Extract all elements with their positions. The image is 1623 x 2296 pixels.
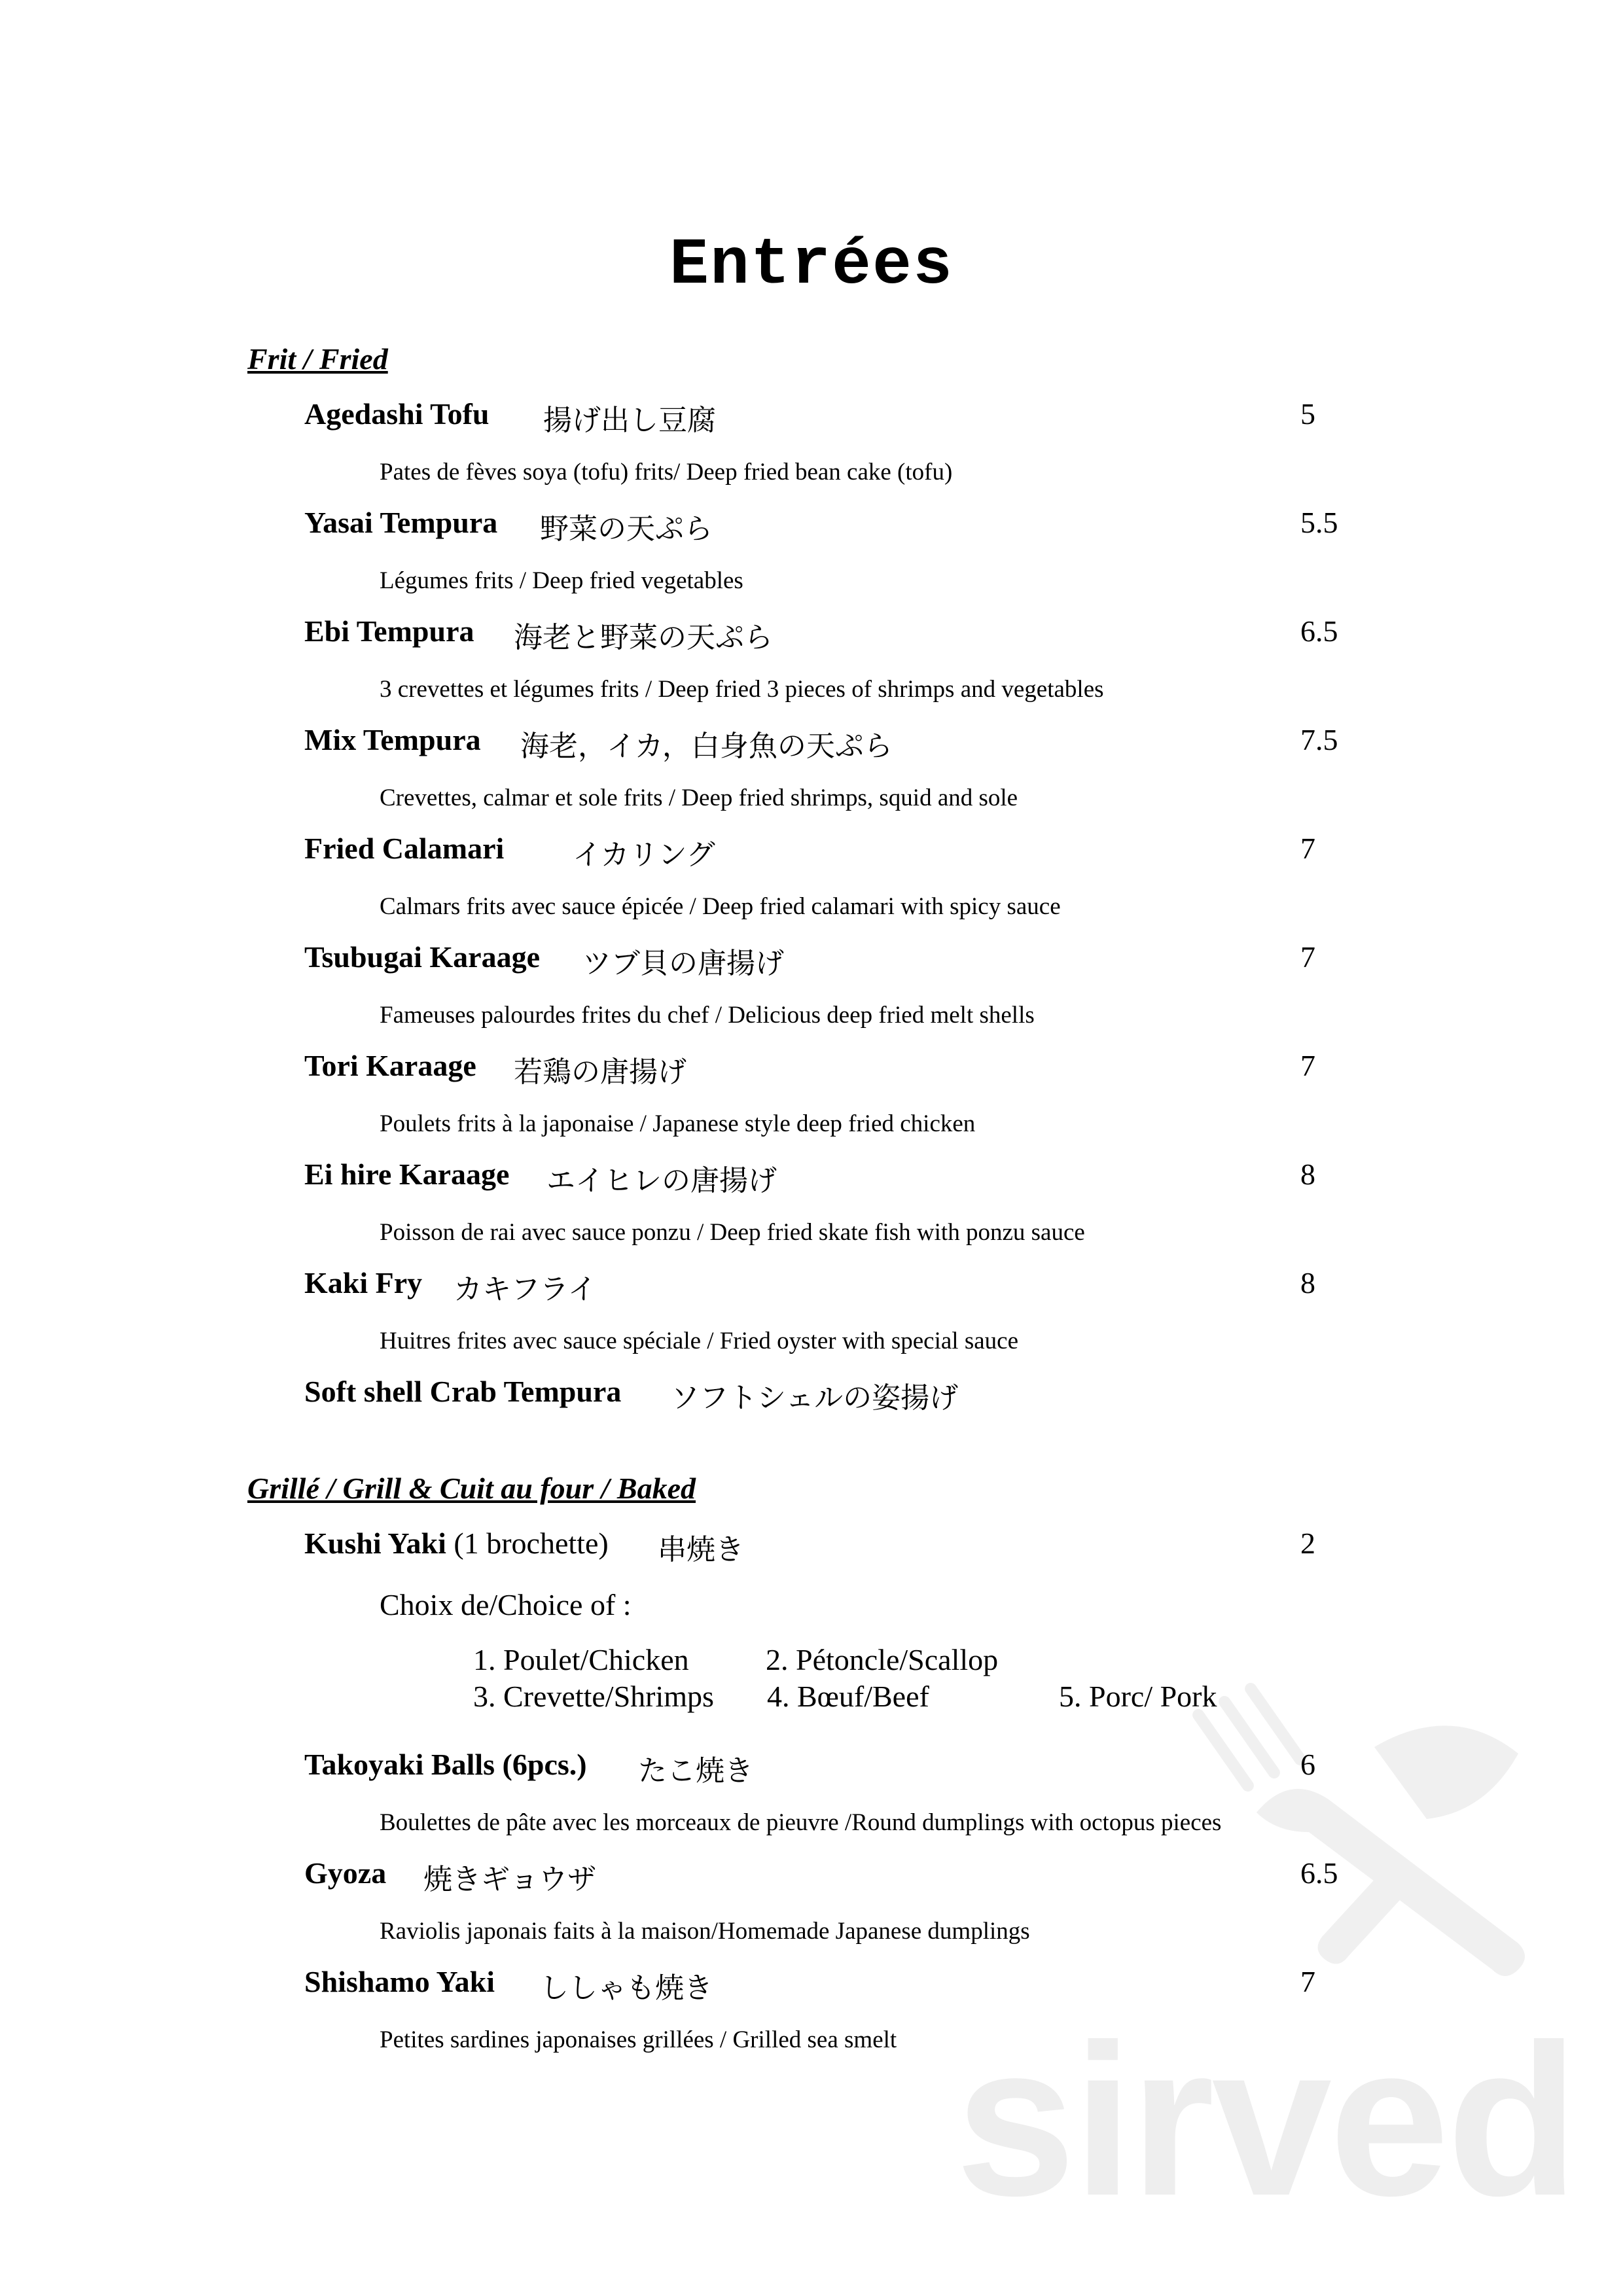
item-japanese-name: カキフライ: [454, 1273, 597, 1306]
item-name: Ebi Tempura: [304, 614, 474, 648]
choice-option: 3. Crevette/Shrimps: [473, 1680, 714, 1713]
item-japanese-name: 焼きギョウザ: [423, 1863, 596, 1896]
menu-item-fried-calamari: [304, 831, 1351, 873]
item-japanese-name: 揚げ出し豆腐: [543, 404, 716, 437]
item-japanese-name: ツブ貝の唐揚げ: [582, 947, 784, 980]
item-price: 2: [1300, 1527, 1315, 1560]
item-japanese-name: ソフトシェルの姿揚げ: [671, 1381, 959, 1415]
menu-item-mix-tempura: [304, 722, 1351, 764]
item-japanese-name: 海老，イカ，白身魚の天ぷら: [520, 730, 893, 763]
item-japanese-name: 海老と野菜の天ぷら: [514, 621, 773, 654]
item-name: [304, 1526, 609, 1561]
item-description: 3 crevettes et légumes frits / Deep fried 3 pieces of shrimps and vegetables: [380, 676, 1104, 703]
item-price: 7: [1300, 940, 1315, 974]
menu-item-ebi-tempura: [304, 614, 1351, 656]
item-price: 8: [1300, 1157, 1315, 1191]
menu-item-kaki-fry: [304, 1265, 1351, 1307]
item-price: 6.5: [1300, 1856, 1338, 1890]
menu-item-tsubugai-karaage: [304, 940, 1351, 981]
item-description: Crevettes, calmar et sole frits / Deep fried shrimps, squid and sole: [380, 785, 1018, 811]
choice-option: 5. Porc/ Pork: [1059, 1680, 1217, 1713]
item-description: Fameuses palourdes frites du chef / Delicious deep fried melt shells: [380, 1002, 1035, 1029]
item-japanese-name: エイヒレの唐揚げ: [546, 1164, 777, 1197]
menu-item-yasai-tempura: [304, 505, 1351, 547]
item-name: Gyoza: [304, 1856, 387, 1890]
item-name-suffix: (1 brochette): [446, 1527, 609, 1560]
item-description: Raviolis japonais faits à la maison/Homemade Japanese dumplings: [380, 1918, 1030, 1945]
item-name: Mix Tempura: [304, 723, 481, 756]
item-name: Shishamo Yaki: [304, 1965, 495, 1998]
choice-option: 4. Bœuf/Beef: [767, 1680, 929, 1713]
item-price: 6: [1300, 1748, 1315, 1781]
item-name-text: Kushi Yaki: [304, 1527, 446, 1560]
choice-label: Choix de/Choice of :: [380, 1588, 632, 1621]
item-japanese-name: イカリング: [573, 838, 715, 872]
menu-item-tori-karaage: [304, 1048, 1351, 1090]
menu-item-takoyaki-balls: [304, 1747, 1351, 1789]
item-japanese-name: 若鶏の唐揚げ: [514, 1055, 687, 1089]
choice-option: 1. Poulet/Chicken: [473, 1643, 689, 1676]
choice-option: 2. Pétoncle/Scallop: [766, 1643, 999, 1676]
item-description: Légumes frits / Deep fried vegetables: [380, 567, 743, 594]
menu-item-agedashi-tofu: [304, 397, 1351, 438]
item-price: 7: [1300, 1965, 1315, 1998]
item-price: 8: [1300, 1266, 1315, 1299]
item-price: 6.5: [1300, 614, 1338, 648]
item-description: Pates de fèves soya (tofu) frits/ Deep fried bean cake (tofu): [380, 459, 953, 486]
menu-item-shishamo-yaki: [304, 1964, 1351, 2006]
item-description: Poisson de rai avec sauce ponzu / Deep fried skate fish with ponzu sauce: [380, 1219, 1085, 1246]
item-japanese-name: ししゃも焼き: [540, 1971, 713, 2005]
menu-item-soft-shell-crab-tempura: [304, 1374, 1351, 1416]
item-name: Takoyaki Balls (6pcs.): [304, 1748, 587, 1781]
section-heading-fried: Frit / Fried: [247, 342, 388, 376]
item-price: 5.5: [1300, 506, 1338, 539]
item-name: Tsubugai Karaage: [304, 940, 541, 974]
page-title: Entrées: [669, 229, 954, 303]
item-description: Huitres frites avec sauce spéciale / Fried oyster with special sauce: [380, 1328, 1019, 1354]
item-price: 7: [1300, 832, 1315, 865]
sirved-watermark: sirved: [955, 1999, 1577, 2240]
item-description: Boulettes de pâte avec les morceaux de pieuvre /Round dumplings with octopus pieces: [380, 1809, 1222, 1836]
item-price: 5: [1300, 397, 1315, 431]
item-description: Poulets frits à la japonaise / Japanese style deep fried chicken: [380, 1110, 976, 1137]
item-name: Ei hire Karaage: [304, 1157, 510, 1191]
section-heading-grill-baked: Grillé / Grill & Cuit au four / Baked: [247, 1472, 696, 1505]
menu-item-kushi-yaki: [304, 1526, 1351, 1568]
item-name: Tori Karaage: [304, 1049, 476, 1082]
item-japanese-name: 串焼き: [658, 1533, 744, 1566]
item-japanese-name: たこ焼き: [638, 1754, 753, 1788]
item-description: Petites sardines japonaises grillées / Grilled sea smelt: [380, 2026, 897, 2053]
item-name: Soft shell Crab Tempura: [304, 1375, 622, 1408]
item-name: Yasai Tempura: [304, 506, 498, 539]
item-name: Fried Calamari: [304, 832, 505, 865]
item-name: Agedashi Tofu: [304, 397, 490, 431]
item-name: Kaki Fry: [304, 1266, 423, 1299]
item-price: 7: [1300, 1049, 1315, 1082]
item-japanese-name: 野菜の天ぷら: [540, 512, 713, 546]
fork-knife-watermark-icon: [1178, 1662, 1544, 2002]
menu-item-ei-hire-karaage: [304, 1157, 1351, 1199]
item-price: 7.5: [1300, 723, 1338, 756]
menu-item-gyoza: [304, 1856, 1351, 1898]
item-description: Calmars frits avec sauce épicée / Deep fried calamari with spicy sauce: [380, 893, 1061, 920]
